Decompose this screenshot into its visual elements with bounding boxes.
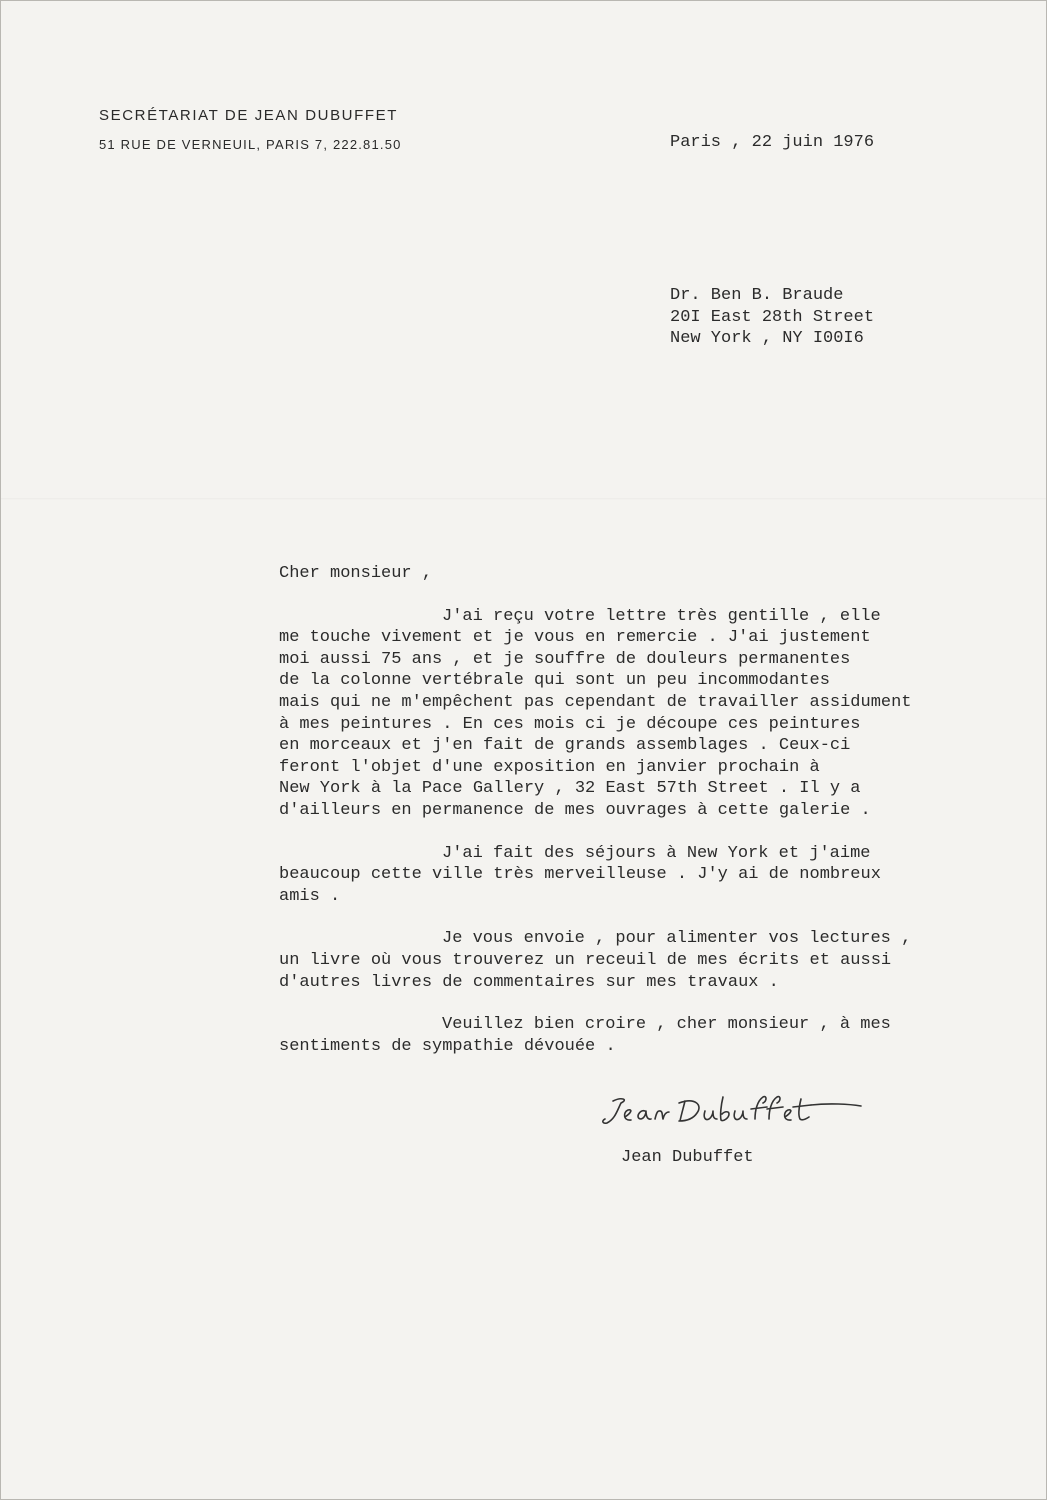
body-line: New York à la Pace Gallery , 32 East 57th Street . Il y a [279, 779, 861, 799]
letter-body [279, 563, 1019, 1078]
paragraph-3 [279, 928, 1019, 993]
body-line: un livre où vous trouverez un receuil de mes écrits et aussi [279, 950, 892, 970]
body-line: Je vous envoie , pour alimenter vos lectures , [442, 929, 912, 949]
body-line: moi aussi 75 ans , et je souffre de douleurs permanentes [279, 649, 851, 669]
salutation: Cher monsieur , [279, 564, 433, 583]
letterhead-organization: SECRÉTARIAT DE JEAN DUBUFFET [99, 107, 398, 124]
paragraph-2 [279, 843, 1019, 908]
body-line: J'ai fait des séjours à New York et j'aime [442, 843, 871, 863]
recipient-line: 20I East 28th Street [670, 307, 875, 327]
body-line: Veuillez bien croire , cher monsieur , à mes [442, 1015, 891, 1035]
body-line: beaucoup cette ville très merveilleuse . J'y ai de nombreux [279, 865, 881, 885]
body-line: d'autres livres de commentaires sur mes travaux . [279, 972, 779, 992]
body-line: mais qui ne m'empêchent pas cependant de travailler assidument [279, 692, 912, 712]
letter-date: Paris , 22 juin 1976 [670, 133, 875, 152]
paragraph-1 [279, 606, 1019, 822]
body-line: me touche vivement et je vous en remercie . J'ai justement [279, 628, 871, 648]
recipient-line: Dr. Ben B. Braude [670, 286, 844, 305]
letterhead [99, 105, 402, 155]
letterhead-address: 51 RUE DE VERNEUIL, PARIS 7, 222.81.50 [99, 137, 402, 152]
body-line: amis . [279, 886, 341, 906]
recipient-line: New York , NY I00I6 [670, 329, 864, 349]
handwritten-signature [599, 1091, 869, 1131]
body-line: feront l'objet d'une exposition en janvier prochain à [279, 757, 820, 777]
body-line: à mes peintures . En ces mois ci je découpe ces peintures [279, 714, 861, 734]
recipient-address [670, 285, 874, 350]
body-line: de la colonne vertébrale qui sont un peu incommodantes [279, 671, 830, 691]
body-line: d'ailleurs en permanence de mes ouvrages à cette galerie . [279, 800, 871, 820]
body-line: en morceaux et j'en fait de grands assemblages . Ceux-ci [279, 736, 851, 756]
typed-signature-name: Jean Dubuffet [621, 1148, 754, 1167]
body-line: J'ai reçu votre lettre très gentille , elle [442, 606, 881, 626]
paragraph-4 [279, 1014, 1019, 1057]
body-line: sentiments de sympathie dévouée . [279, 1036, 616, 1056]
